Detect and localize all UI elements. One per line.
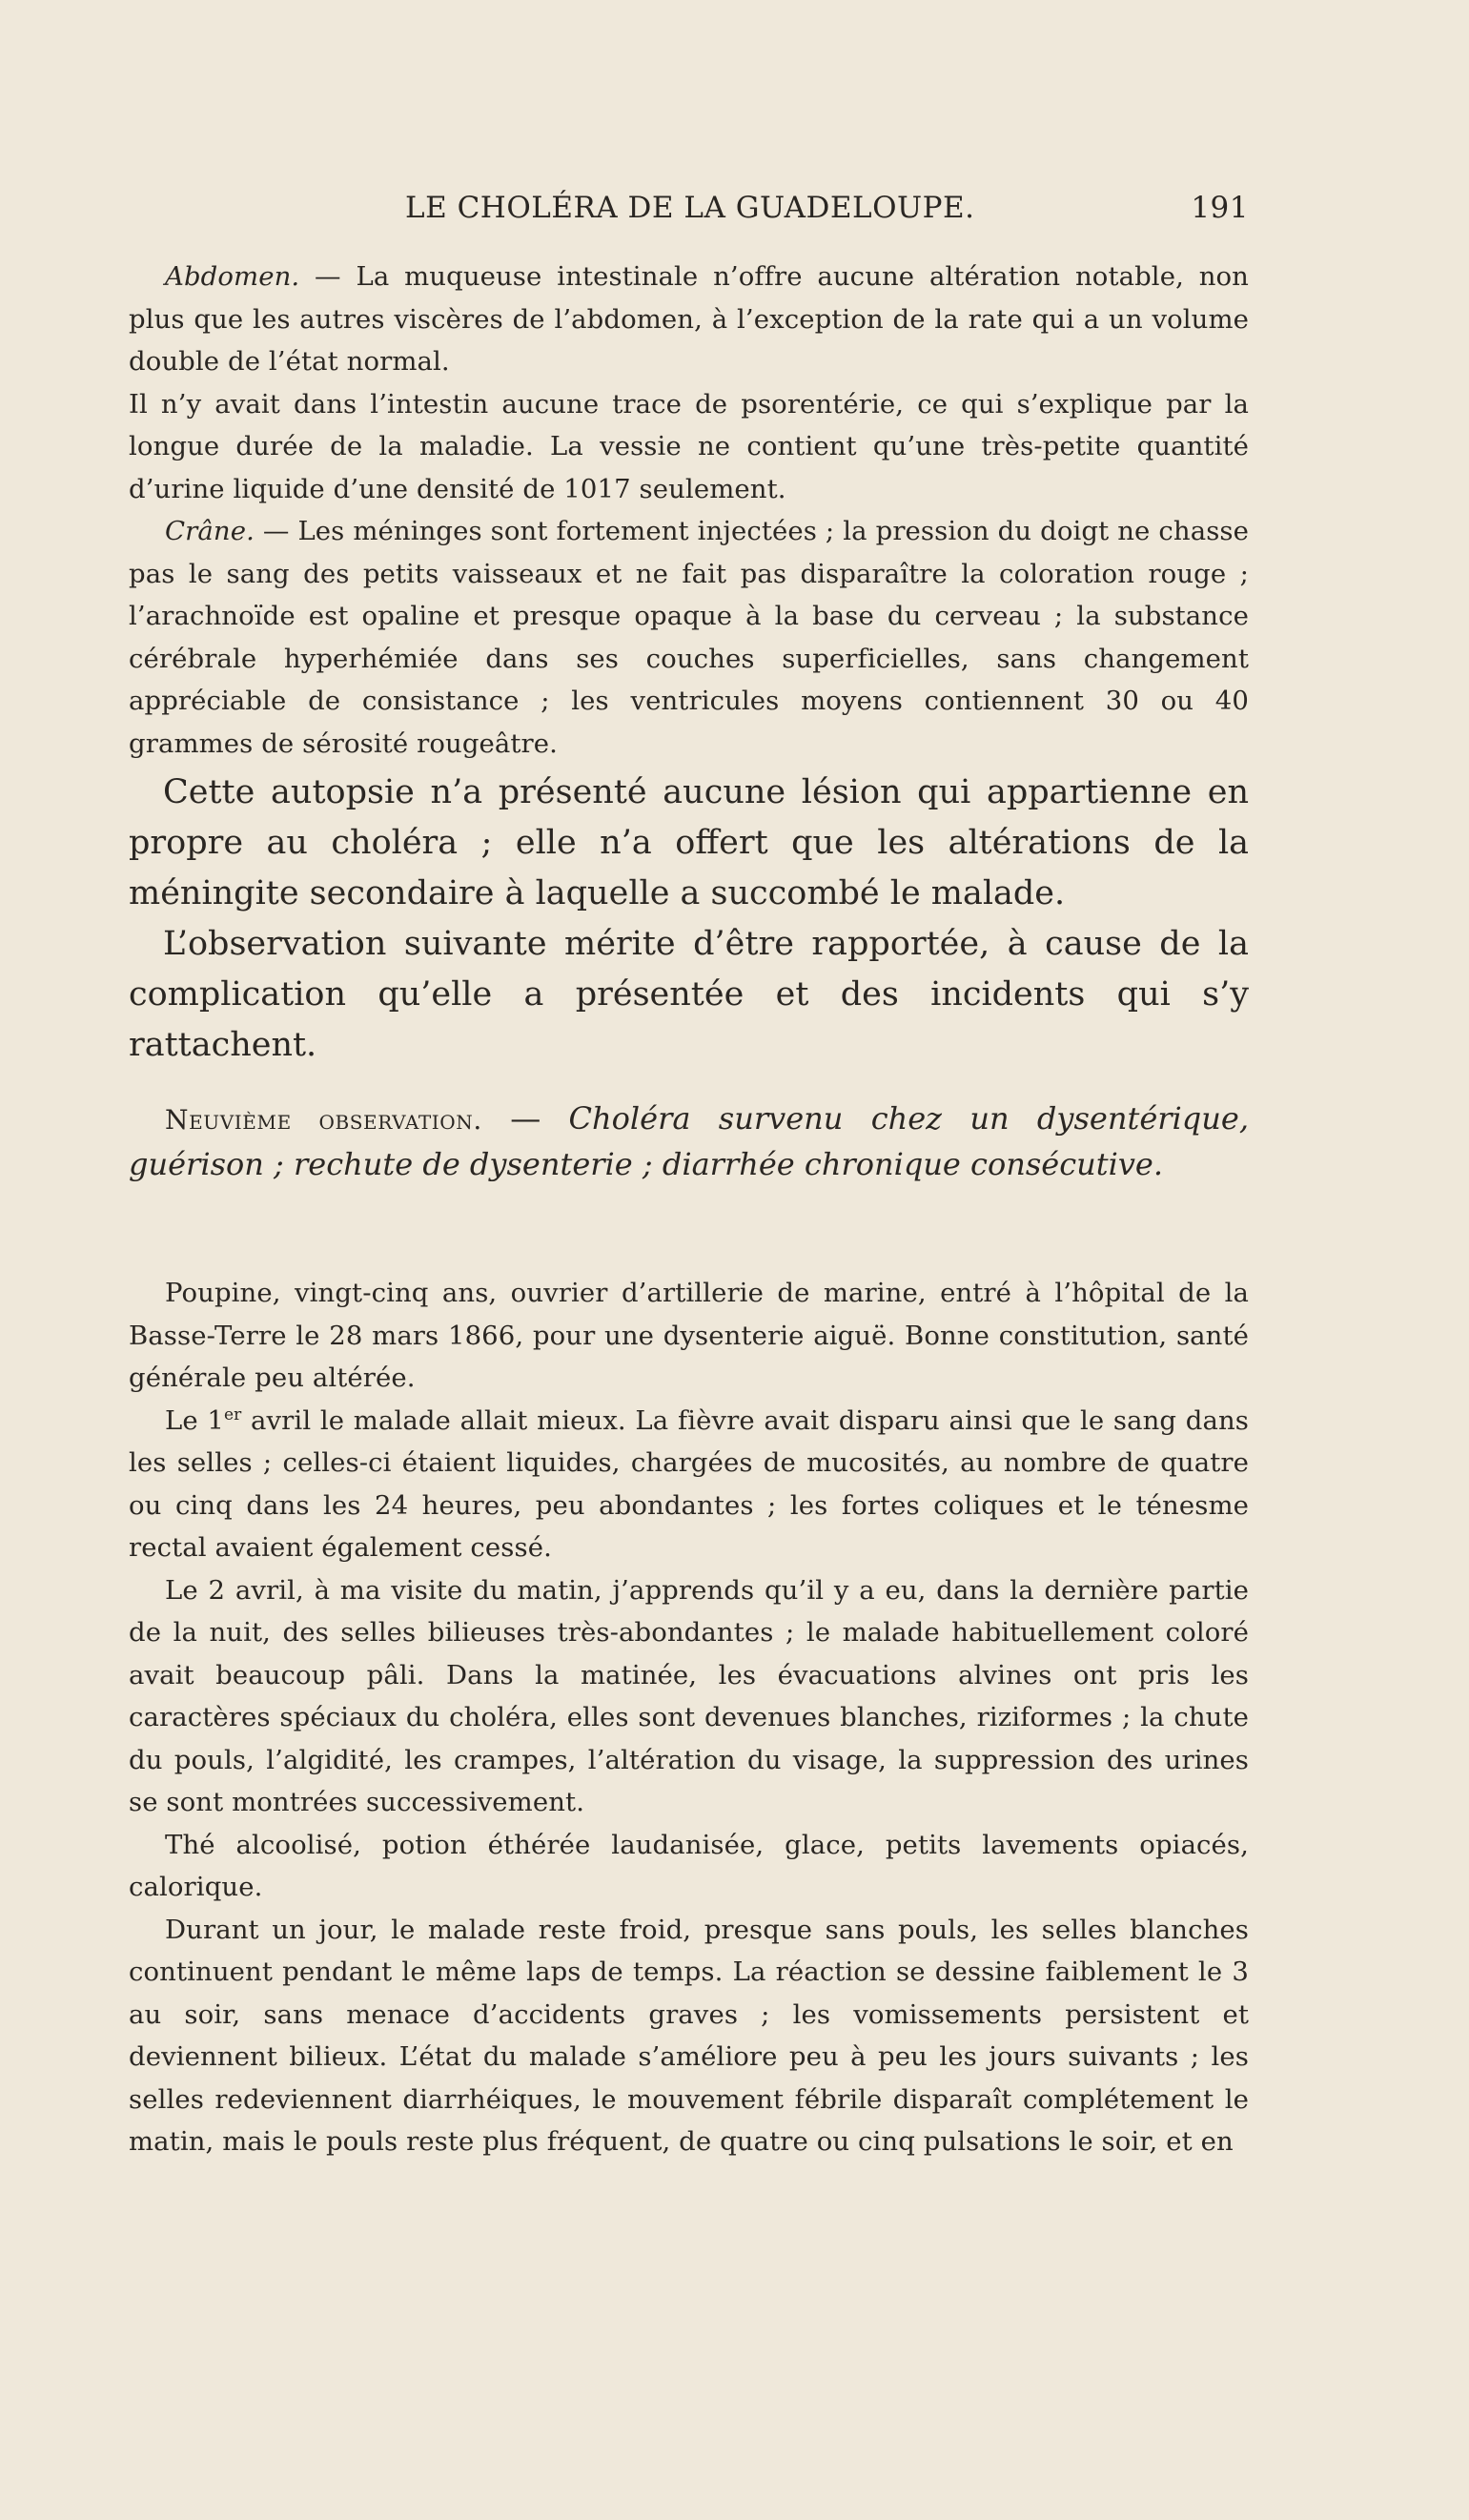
case-paragraph-3: Le 2 avril, à ma visite du matin, j’apprends qu’il y a eu, dans la dernière partie de la nuit, des selles bilieuses très-abondantes ; le malade habituellement coloré avait beaucoup pâli. Dans la matinée, les évacuations alvines ont pris les caractères spéciaux du choléra, elles sont devenues blanches, riziformes ; la chute du pouls, l’algidité, les crampes, l’altération du visage, la suppression des urines se sont montrées successivement.	[129, 1574, 1249, 1817]
running-title: LE CHOLÉRA DE LA GUADELOUPE.	[405, 191, 975, 225]
autopsy-notes	[129, 256, 1249, 765]
page-number: 191	[1191, 191, 1249, 225]
case-paragraph-2-rest: avril le malade allait mieux. La fièvre avait disparu ainsi que le sang dans les selles ; celles-ci étaient liquides, chargées de mucosités, au nombre de quatre ou cinq dans les 24 heures, peu abondantes ; les fortes coliques et le ténesme rectal avaient également cessé.	[129, 1404, 1249, 1563]
commentary-paragraph-1: Cette autopsie n’a présenté aucune lésion qui appartienne en propre au choléra ; elle n’a offert que les altérations de la méningite secondaire à laquelle a succombé le malade.	[129, 773, 1249, 912]
commentary	[129, 768, 1249, 1071]
observation-label: Neuvième observation.	[165, 1104, 482, 1136]
skull-text: — Les méninges sont fortement injectées ; la pression du doigt ne chasse pas le sang des petits vaisseaux et ne fait pas disparaître la coloration rouge ; l’arachnoïde est opaline et presque opaque à la base du cerveau ; la substance cérébrale hyperhémiée dans ses couches superficielles, sans changement appréciable de consistance ; les ventricules moyens contiennent 30 ou 40 grammes de sérosité rougeâtre.	[129, 516, 1249, 759]
observation-title: Choléra survenu chez un dysentérique, guérison ; rechute de dysenterie ; diarrhée chronique consécutive.	[129, 1100, 1249, 1182]
abdomen-paragraph	[129, 256, 1249, 383]
commentary-paragraph-2: L’observation suivante mérite d’être rapportée, à cause de la complication qu’elle a présentée et des incidents qui s’y rattachent.	[129, 925, 1249, 1064]
ordinal-suffix: er	[224, 1404, 242, 1424]
case-paragraph-2-start: Le 1	[165, 1404, 224, 1436]
abdomen-text: — La muqueuse intestinale n’offre aucune altération notable, non plus que les autres viscères de l’abdomen, à l’exception de la rate qui a un volume double de l’état normal.	[129, 261, 1249, 377]
case-paragraph-5: Durant un jour, le malade reste froid, presque sans pouls, les selles blanches continuent pendant le même laps de temps. La réaction se dessine faiblement le 3 au soir, sans menace d’accidents graves ; les vomissements persistent et deviennent bilieux. L’état du malade s’améliore peu à peu les jours suivants ; les selles redeviennent diarrhéiques, le mouvement fébrile disparaît complétement le matin, mais le pouls reste plus fréquent, de quatre ou cinq pulsations le soir, et en	[129, 1914, 1249, 2157]
skull-label: Crâne.	[165, 516, 255, 546]
abdomen-label: Abdomen.	[165, 261, 300, 292]
intestine-paragraph: Il n’y avait dans l’intestin aucune trace de psorentérie, ce qui s’explique par la longue durée de la maladie. La vessie ne contient qu’une très-petite quantité d’urine liquide d’une densité de 1017 seulement.	[129, 388, 1249, 504]
case-paragraph-2	[129, 1400, 1249, 1569]
case-paragraph-4: Thé alcoolisé, potion éthérée laudanisée, glace, petits lavements opiacés, calorique.	[129, 1829, 1249, 1902]
observation-dash: —	[481, 1100, 569, 1137]
case-paragraph-1: Poupine, vingt-cinq ans, ouvrier d’artillerie de marine, entré à l’hôpital de la Basse-Terre le 28 mars 1866, pour une dysenterie aiguë. Bonne constitution, santé générale peu altérée.	[129, 1278, 1249, 1393]
skull-paragraph	[129, 510, 1249, 765]
observation-heading	[129, 1096, 1249, 1186]
case-description	[129, 1272, 1249, 2163]
running-header	[129, 191, 1249, 225]
